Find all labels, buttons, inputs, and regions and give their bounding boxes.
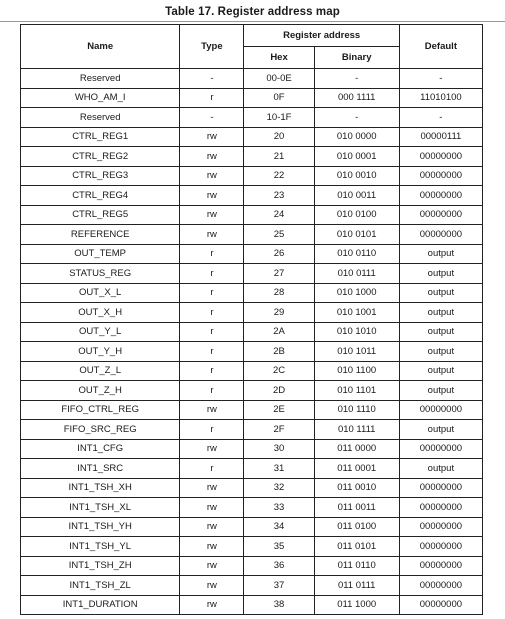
cell-type: rw <box>180 537 244 557</box>
cell-binary-address: 010 0101 <box>314 225 399 245</box>
cell-register-name: CTRL_REG2 <box>21 147 180 167</box>
header-binary: Binary <box>314 47 399 69</box>
cell-type: rw <box>180 556 244 576</box>
cell-hex-address: 26 <box>244 244 314 264</box>
cell-binary-address: 010 1111 <box>314 420 399 440</box>
cell-hex-address: 33 <box>244 498 314 518</box>
cell-type: rw <box>180 498 244 518</box>
cell-binary-address: 010 0000 <box>314 127 399 147</box>
cell-type: rw <box>180 186 244 206</box>
cell-binary-address: - <box>314 69 399 89</box>
table-row <box>21 595 483 615</box>
cell-binary-address: 010 1100 <box>314 361 399 381</box>
cell-default-value: output <box>399 342 482 362</box>
cell-register-name: INT1_TSH_XH <box>21 478 180 498</box>
header-register-address: Register address <box>244 25 399 47</box>
cell-hex-address: 29 <box>244 303 314 323</box>
cell-default-value: 00000000 <box>399 556 482 576</box>
cell-register-name: OUT_Y_H <box>21 342 180 362</box>
cell-type: r <box>180 459 244 479</box>
header-type: Type <box>180 25 244 69</box>
cell-binary-address: 010 1101 <box>314 381 399 401</box>
cell-hex-address: 0F <box>244 88 314 108</box>
table-row <box>21 537 483 557</box>
cell-binary-address: 010 1011 <box>314 342 399 362</box>
cell-register-name: OUT_Z_L <box>21 361 180 381</box>
cell-hex-address: 2C <box>244 361 314 381</box>
cell-type: r <box>180 88 244 108</box>
cell-hex-address: 34 <box>244 517 314 537</box>
cell-hex-address: 20 <box>244 127 314 147</box>
cell-hex-address: 28 <box>244 283 314 303</box>
cell-type: rw <box>180 225 244 245</box>
cell-hex-address: 37 <box>244 576 314 596</box>
cell-type: rw <box>180 400 244 420</box>
cell-binary-address: 010 0110 <box>314 244 399 264</box>
cell-hex-address: 36 <box>244 556 314 576</box>
cell-type: r <box>180 264 244 284</box>
cell-register-name: CTRL_REG5 <box>21 205 180 225</box>
cell-default-value: output <box>399 303 482 323</box>
cell-binary-address: 010 0010 <box>314 166 399 186</box>
table-row <box>21 186 483 206</box>
table-row <box>21 439 483 459</box>
cell-register-name: INT1_TSH_ZH <box>21 556 180 576</box>
cell-hex-address: 2F <box>244 420 314 440</box>
cell-type: rw <box>180 595 244 615</box>
cell-hex-address: 30 <box>244 439 314 459</box>
cell-type: rw <box>180 517 244 537</box>
cell-register-name: Reserved <box>21 69 180 89</box>
cell-register-name: INT1_TSH_YH <box>21 517 180 537</box>
cell-register-name: OUT_Y_L <box>21 322 180 342</box>
cell-default-value: output <box>399 322 482 342</box>
cell-type: rw <box>180 127 244 147</box>
cell-register-name: CTRL_REG1 <box>21 127 180 147</box>
cell-register-name: INT1_TSH_YL <box>21 537 180 557</box>
cell-binary-address: 010 1001 <box>314 303 399 323</box>
cell-hex-address: 00-0E <box>244 69 314 89</box>
cell-binary-address: 010 1000 <box>314 283 399 303</box>
cell-binary-address: 010 1110 <box>314 400 399 420</box>
cell-register-name: CTRL_REG4 <box>21 186 180 206</box>
cell-register-name: FIFO_SRC_REG <box>21 420 180 440</box>
cell-register-name: WHO_AM_I <box>21 88 180 108</box>
cell-hex-address: 31 <box>244 459 314 479</box>
table-row <box>21 361 483 381</box>
cell-register-name: OUT_X_H <box>21 303 180 323</box>
cell-default-value: 00000000 <box>399 225 482 245</box>
cell-type: r <box>180 361 244 381</box>
cell-type: r <box>180 420 244 440</box>
table-row <box>21 264 483 284</box>
cell-type: r <box>180 322 244 342</box>
cell-binary-address: 011 0110 <box>314 556 399 576</box>
cell-default-value: 00000000 <box>399 478 482 498</box>
cell-type: rw <box>180 166 244 186</box>
cell-type: r <box>180 244 244 264</box>
cell-binary-address: 011 1000 <box>314 595 399 615</box>
cell-default-value: 00000000 <box>399 517 482 537</box>
cell-binary-address: 010 0001 <box>314 147 399 167</box>
cell-register-name: REFERENCE <box>21 225 180 245</box>
cell-hex-address: 2D <box>244 381 314 401</box>
table-row <box>21 244 483 264</box>
cell-default-value: 00000111 <box>399 127 482 147</box>
cell-register-name: INT1_TSH_XL <box>21 498 180 518</box>
table-row <box>21 205 483 225</box>
cell-default-value: output <box>399 459 482 479</box>
table-row <box>21 166 483 186</box>
cell-binary-address: 011 0100 <box>314 517 399 537</box>
table-row <box>21 517 483 537</box>
cell-default-value: - <box>399 69 482 89</box>
cell-default-value: 00000000 <box>399 147 482 167</box>
table-row <box>21 459 483 479</box>
cell-hex-address: 38 <box>244 595 314 615</box>
cell-register-name: OUT_Z_H <box>21 381 180 401</box>
table-row <box>21 342 483 362</box>
cell-default-value: 00000000 <box>399 166 482 186</box>
table-caption: Table 17. Register address map <box>165 6 340 18</box>
cell-binary-address: 011 0010 <box>314 478 399 498</box>
cell-type: r <box>180 283 244 303</box>
cell-default-value: 00000000 <box>399 537 482 557</box>
cell-default-value: 11010100 <box>399 88 482 108</box>
header-default: Default <box>399 25 482 69</box>
table-row <box>21 381 483 401</box>
cell-default-value: 00000000 <box>399 205 482 225</box>
cell-type: r <box>180 303 244 323</box>
cell-type: - <box>180 69 244 89</box>
table-row <box>21 69 483 89</box>
cell-type: rw <box>180 576 244 596</box>
cell-hex-address: 32 <box>244 478 314 498</box>
cell-register-name: CTRL_REG3 <box>21 166 180 186</box>
cell-type: r <box>180 342 244 362</box>
table-row <box>21 88 483 108</box>
cell-register-name: Reserved <box>21 108 180 128</box>
cell-default-value: - <box>399 108 482 128</box>
cell-hex-address: 23 <box>244 186 314 206</box>
cell-hex-address: 21 <box>244 147 314 167</box>
cell-type: rw <box>180 205 244 225</box>
cell-register-name: STATUS_REG <box>21 264 180 284</box>
cell-register-name: INT1_TSH_ZL <box>21 576 180 596</box>
cell-register-name: OUT_TEMP <box>21 244 180 264</box>
cell-hex-address: 2E <box>244 400 314 420</box>
table-row <box>21 498 483 518</box>
cell-register-name: OUT_X_L <box>21 283 180 303</box>
cell-binary-address: 011 0111 <box>314 576 399 596</box>
table-row <box>21 478 483 498</box>
cell-binary-address: 011 0101 <box>314 537 399 557</box>
header-hex: Hex <box>244 47 314 69</box>
table-row <box>21 283 483 303</box>
cell-default-value: output <box>399 420 482 440</box>
table-row <box>21 225 483 245</box>
cell-hex-address: 2B <box>244 342 314 362</box>
cell-default-value: 00000000 <box>399 595 482 615</box>
cell-default-value: output <box>399 244 482 264</box>
cell-binary-address: 011 0011 <box>314 498 399 518</box>
table-body <box>21 69 483 615</box>
table-row <box>21 303 483 323</box>
cell-type: rw <box>180 147 244 167</box>
cell-binary-address: 011 0000 <box>314 439 399 459</box>
cell-hex-address: 27 <box>244 264 314 284</box>
header-name: Name <box>21 25 180 69</box>
cell-hex-address: 2A <box>244 322 314 342</box>
table-row <box>21 147 483 167</box>
cell-default-value: output <box>399 264 482 284</box>
cell-default-value: 00000000 <box>399 186 482 206</box>
table-row <box>21 576 483 596</box>
table-row <box>21 108 483 128</box>
cell-binary-address: 010 1010 <box>314 322 399 342</box>
caption-divider <box>0 21 505 22</box>
cell-default-value: output <box>399 283 482 303</box>
cell-binary-address: - <box>314 108 399 128</box>
cell-default-value: 00000000 <box>399 576 482 596</box>
cell-type: rw <box>180 478 244 498</box>
table-row <box>21 322 483 342</box>
cell-register-name: INT1_CFG <box>21 439 180 459</box>
cell-default-value: 00000000 <box>399 498 482 518</box>
cell-hex-address: 22 <box>244 166 314 186</box>
cell-hex-address: 10-1F <box>244 108 314 128</box>
table-row <box>21 400 483 420</box>
cell-default-value: output <box>399 381 482 401</box>
cell-register-name: FIFO_CTRL_REG <box>21 400 180 420</box>
cell-hex-address: 25 <box>244 225 314 245</box>
cell-type: r <box>180 381 244 401</box>
cell-type: rw <box>180 439 244 459</box>
cell-binary-address: 011 0001 <box>314 459 399 479</box>
cell-hex-address: 24 <box>244 205 314 225</box>
cell-register-name: INT1_DURATION <box>21 595 180 615</box>
register-address-map-table <box>20 24 483 615</box>
cell-default-value: 00000000 <box>399 400 482 420</box>
cell-binary-address: 010 0100 <box>314 205 399 225</box>
cell-default-value: 00000000 <box>399 439 482 459</box>
cell-type: - <box>180 108 244 128</box>
cell-binary-address: 000 1111 <box>314 88 399 108</box>
cell-hex-address: 35 <box>244 537 314 557</box>
cell-register-name: INT1_SRC <box>21 459 180 479</box>
cell-default-value: output <box>399 361 482 381</box>
table-row <box>21 127 483 147</box>
table-row <box>21 420 483 440</box>
cell-binary-address: 010 0111 <box>314 264 399 284</box>
table-row <box>21 556 483 576</box>
cell-binary-address: 010 0011 <box>314 186 399 206</box>
